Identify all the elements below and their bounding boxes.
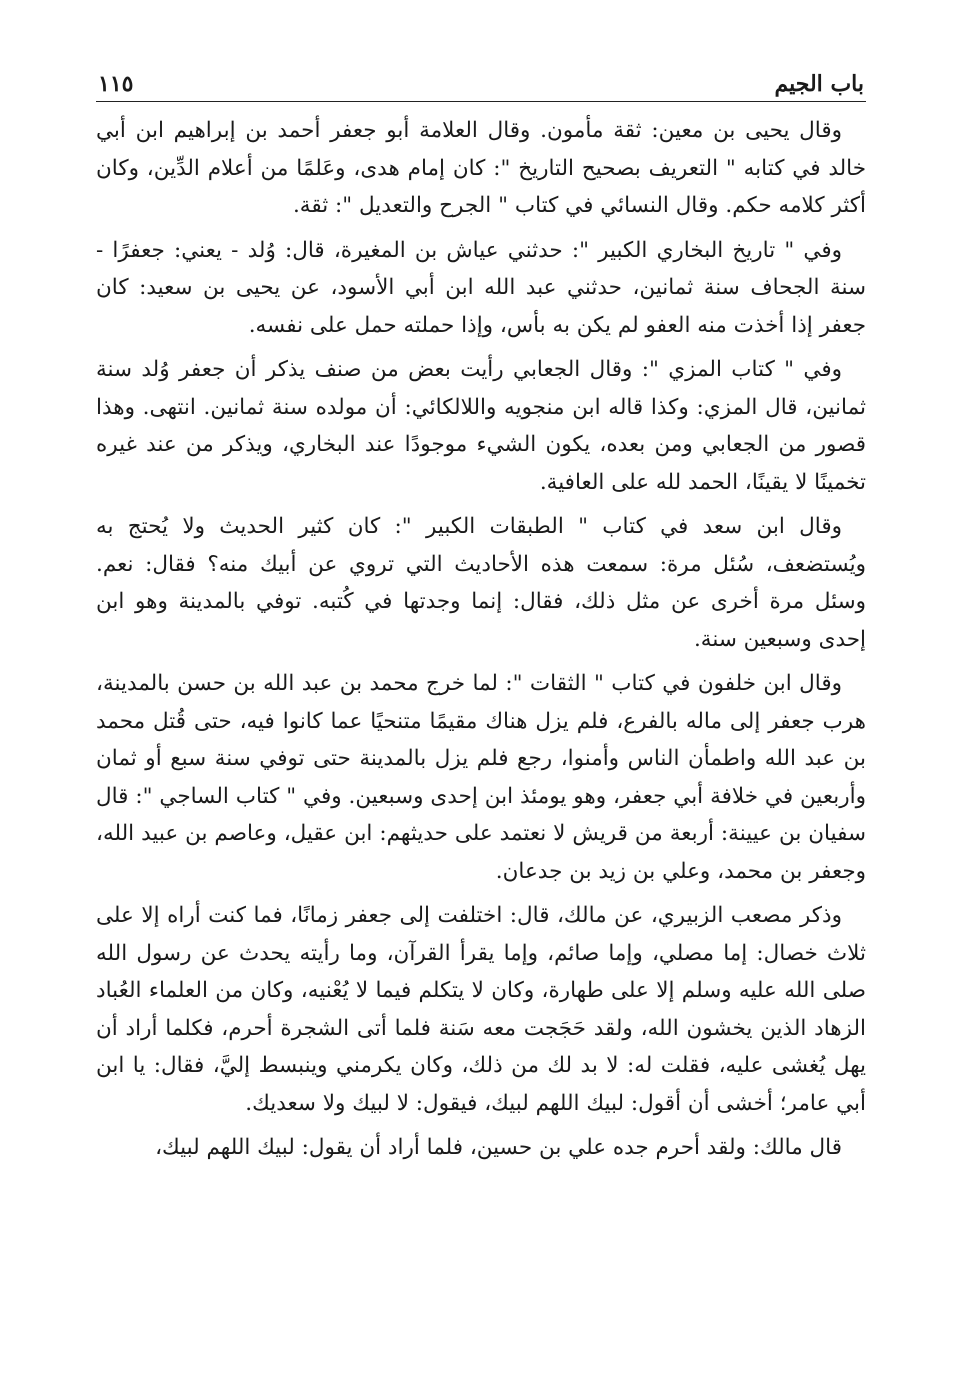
chapter-title: باب الجيم xyxy=(774,71,864,97)
book-page xyxy=(96,62,866,1362)
body-text xyxy=(96,112,866,1167)
paragraph-musab-zubayri: وذكر مصعب الزبيري، عن مالك، قال: اختلفت إلى جعفر زمانًا، فما كنت أراه إلا على ثلاث خصال: إما مصلي، وإما صائم، وإما يقرأ القرآن، وما رأيته يحدث عن رسول الله صلى الله عليه وسلم إلا على طهارة، وكان لا يتكلم فيما لا يُعْنيه، وكان من العلماء العُباد الزهاد الذين يخشون الله، ولقد حَجَجت معه سَنة فلما أتى الشجرة أحرم، فكلما أراد أن يهل يُغشى عليه، فقلت له: لا بد لك من ذلك، وكان يكرمني وينبسط إليَّ، فقال: يا ابن أبي عامر؛ أخشى أن أقول: لبيك اللهم لبيك، فيقول: لا لبيك ولا سعديك. xyxy=(96,903,866,1116)
paragraph-tarikh-bukhari: وفي " تاريخ البخاري الكبير ": حدثني عياش بن المغيرة، قال: وُلد - يعني: جعفرًا - سنة الجحاف سنة ثمانين، حدثني عبد الله ابن أبي الأسود، عن يحيى بن سعيد: كان جعفر إذا أخذت منه العفو لم يكن به بأس، وإذا حملته حمل على نفسه. xyxy=(96,237,866,338)
paragraph-malik-continued: قال مالك: ولقد أحرم جده علي بن حسين، فلما أراد أن يقول: لبيك اللهم لبيك، xyxy=(155,1135,842,1160)
paragraph-yahya-ibn-main: وقال يحيى بن معين: ثقة مأمون. وقال العلامة أبو جعفر أحمد بن إبراهيم ابن أبي خالد في كتابه " التعريف بصحيح التاريخ ": كان إمام هدى، وعَلمًا من أعلام الدِّين، وكان أكثر كلامه حكم. وقال النسائي في كتاب " الجرح والتعديل ": ثقة. xyxy=(96,118,866,218)
paragraph-ibn-sad: وقال ابن سعد في كتاب " الطبقات الكبير ": كان كثير الحديث ولا يُحتج به ويُستضعف، سُئل مرة: سمعت هذه الأحاديث التي تروي عن أبيك منه؟ فقال: نعم. وسئل مرة أخرى عن مثل ذلك، فقال: إنما وجدتها في كُتبه. توفي بالمدينة وهو ابن إحدى وسبعين سنة. xyxy=(96,514,866,652)
page-number: ١١٥ xyxy=(98,71,134,97)
paragraph-ibn-khalfun: وقال ابن خلفون في كتاب " الثقات ": لما خرج محمد بن عبد الله بن حسن بالمدينة، هرب جعفر إلى ماله بالفرع، فلم يزل هناك مقيمًا متنحيًا عما كانوا فيه، حتى قُتل محمد بن عبد الله واطمأن الناس وأمنوا، رجع فلم يزل بالمدينة حتى توفي سنة سبع أو ثمان وأربعين في خلافة أبي جعفر، وهو يومئذ ابن إحدى وسبعين. وفي " كتاب الساجي ": قال سفيان بن عيينة: أربعة من قريش لا نعتمد على حديثهم: ابن عقيل، وعاصم بن عبيد الله، وجعفر بن محمد، وعلي بن زيد بن جدعان. xyxy=(96,671,866,884)
running-header xyxy=(96,62,866,102)
paragraph-kitab-mizzi: وفي " كتاب المزي ": وقال الجعابي رأيت بعض من صنف يذكر أن جعفر وُلد سنة ثمانين، قال المزي: وكذا قاله ابن منجويه واللالكائي: أن مولده سنة ثمانين. انتهى. وهذا قصور من الجعابي ومن بعده، يكون الشيء موجودًا عند البخاري، ويذكر من عند غيره تخمينًا لا يقينًا، الحمد لله على العافية. xyxy=(96,357,866,495)
